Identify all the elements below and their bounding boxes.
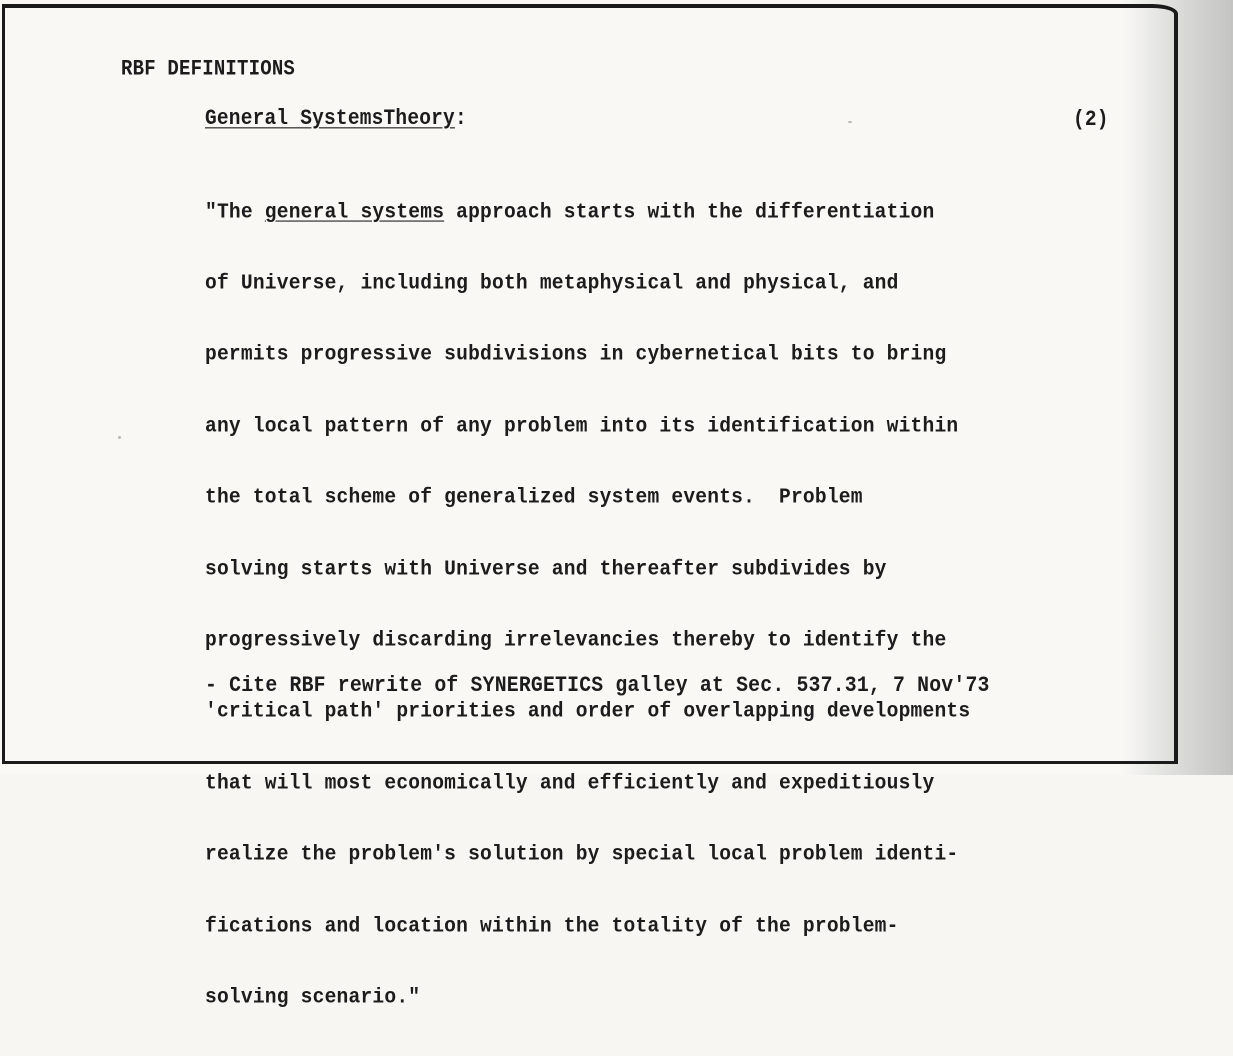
quote-term: general systems	[264, 199, 445, 224]
quote-line: any local pattern of any problem into its identification within	[205, 413, 959, 438]
paper-speck	[848, 121, 852, 123]
paper-speck	[118, 436, 121, 439]
quote-line: that will most economically and efficiently and expeditiously	[205, 770, 935, 795]
citation-line: - Cite RBF rewrite of SYNERGETICS galley at Sec. 537.31, 7 Nov'73	[205, 673, 990, 698]
quote-line	[205, 200, 970, 226]
quote-line: 'critical path' priorities and order of overlapping developments	[205, 699, 971, 724]
quote-line: fications and location within the totality of the problem-	[205, 913, 899, 938]
quote-line: solving starts with Universe and thereafter subdivides by	[205, 556, 887, 581]
quote-line: the total scheme of generalized system events. Problem	[205, 485, 863, 509]
definition-subject	[205, 106, 467, 131]
quote-line: solving scenario."	[205, 984, 421, 1009]
quote-prefix: "The	[205, 199, 265, 224]
quote-line: realize the problem's solution by special local problem identi-	[205, 842, 959, 866]
subject-suffix: :	[454, 106, 467, 131]
quote-line: progressively discarding irrelevancies thereby to identify the	[205, 627, 947, 652]
quote-line: permits progressive subdivisions in cybernetical bits to bring	[205, 342, 947, 367]
subject-term: General SystemsTheory	[205, 106, 455, 131]
definition-quote	[205, 152, 970, 1056]
quote-first-line-rest: approach starts with the differentiation	[444, 199, 935, 224]
page-number: (2)	[1073, 107, 1109, 132]
document-heading: RBF DEFINITIONS	[121, 56, 296, 82]
quote-line: of Universe, including both metaphysical and physical, and	[205, 270, 899, 295]
